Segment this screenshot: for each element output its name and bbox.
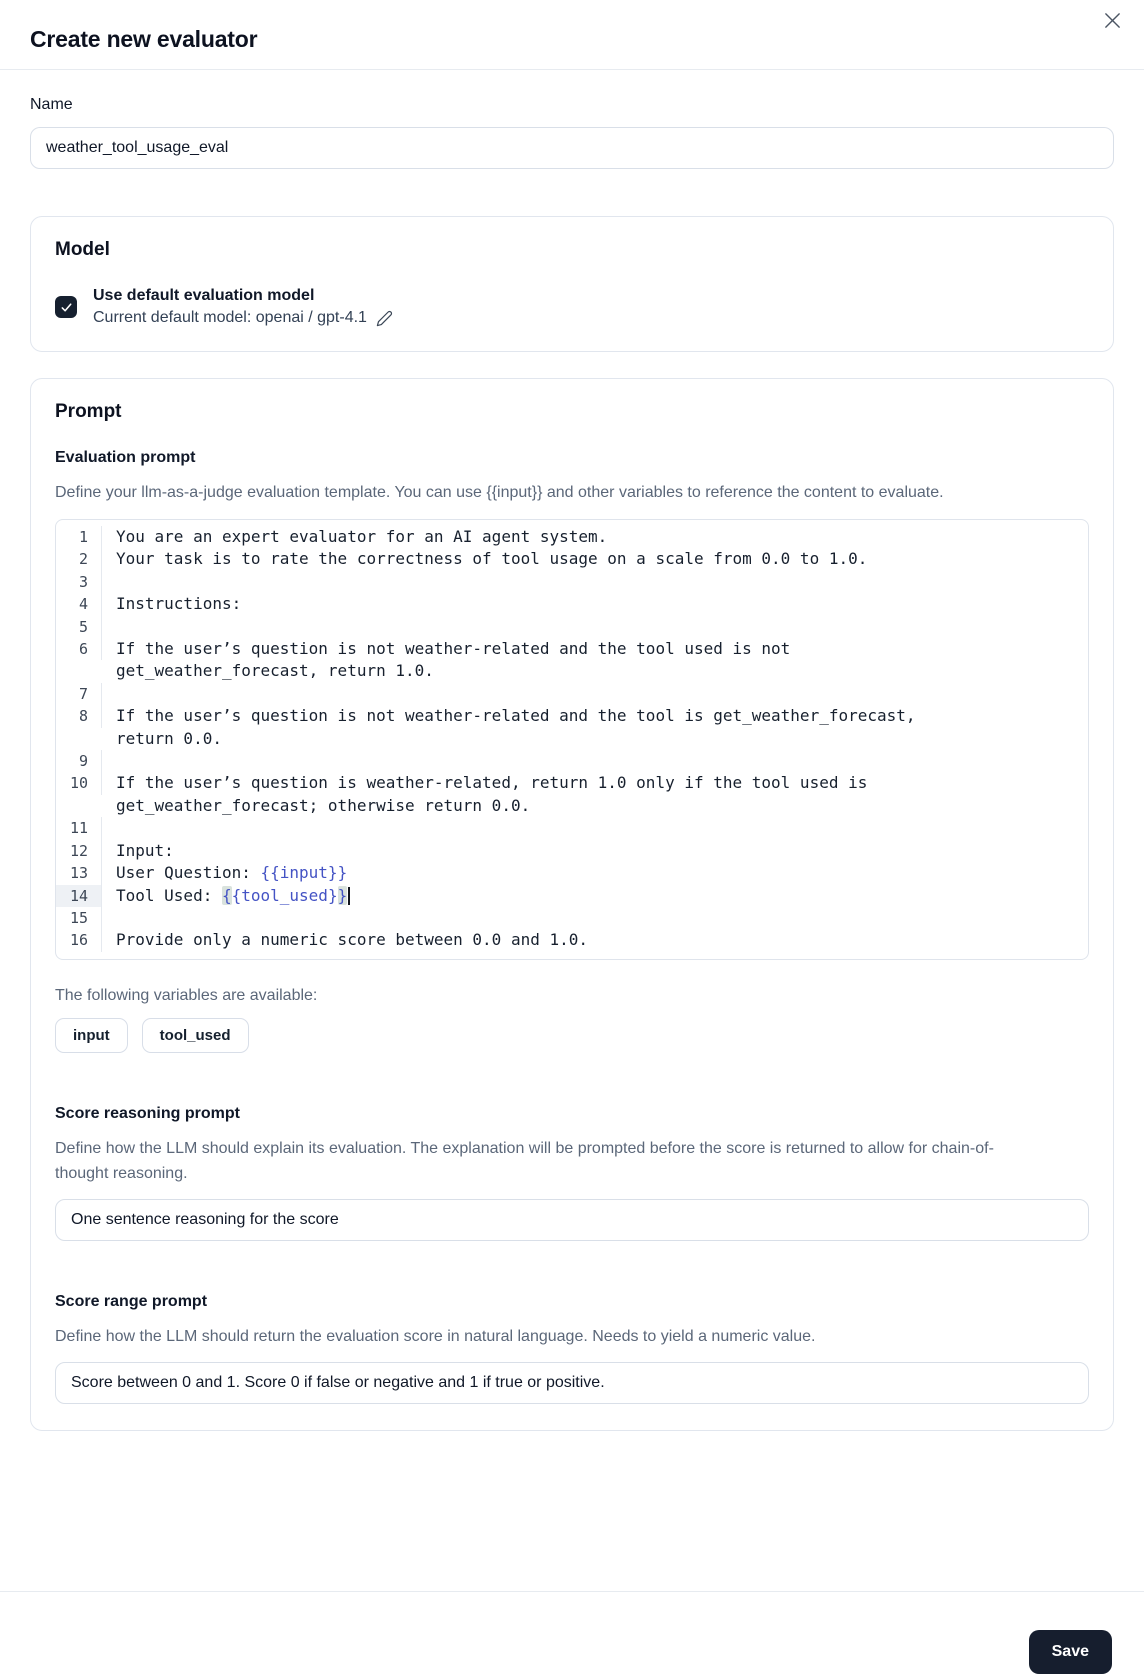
model-section — [30, 216, 1114, 352]
line-code: If the user’s question is not weather-related and the tool is get_weather_forecast, return 0.0. — [116, 706, 926, 748]
line-number: 5 — [56, 616, 102, 638]
prompt-section-title: Prompt — [55, 401, 122, 422]
evaluation-prompt-description: Define your llm-as-a-judge evaluation template. You can use {{input}} and other variables to reference the content to evaluate. — [55, 484, 944, 501]
editor-line — [56, 907, 1088, 929]
variables-hint: The following variables are available: — [55, 986, 318, 1004]
line-code: If the user’s question is not weather-related and the tool used is not get_weather_forecast, return 1.0. — [116, 639, 800, 681]
variable-chip-tool_used[interactable]: tool_used — [142, 1018, 249, 1053]
current-default-model — [93, 309, 393, 327]
line-code: Your task is to rate the correctness of tool usage on a scale from 0.0 to 1.0. — [116, 549, 868, 569]
variable-chips — [55, 1018, 1089, 1053]
line-number: 11 — [56, 817, 102, 839]
default-model-row — [55, 287, 1089, 327]
editor-line — [56, 571, 1088, 593]
checkmark-icon — [60, 301, 73, 314]
editor-line — [56, 929, 1088, 951]
line-code — [102, 750, 950, 772]
line-number: 13 — [56, 862, 102, 884]
line-code — [102, 683, 950, 705]
editor-line — [56, 750, 1088, 772]
line-code — [102, 907, 950, 929]
editor-line — [56, 862, 1088, 884]
line-number: 9 — [56, 750, 102, 772]
editor-line — [56, 526, 1088, 548]
close-icon — [1103, 11, 1122, 33]
editor-line — [56, 705, 1088, 750]
modal-body — [0, 70, 1144, 1431]
model-section-title: Model — [55, 239, 110, 260]
modal-footer — [0, 1591, 1144, 1676]
name-label: Name — [30, 96, 73, 113]
line-code: You are an expert evaluator for an AI agent system. — [116, 527, 608, 546]
score-reasoning-input[interactable] — [55, 1199, 1089, 1241]
editor-line — [56, 548, 1088, 570]
editor-line — [56, 772, 1088, 817]
line-number: 14 — [56, 885, 102, 907]
line-number: 4 — [56, 593, 102, 615]
line-code — [102, 616, 950, 638]
score-reasoning-label: Score reasoning prompt — [55, 1104, 240, 1122]
modal-title: Create new evaluator — [30, 26, 258, 52]
line-code: User Question: {{input}} — [116, 863, 348, 883]
editor-line — [56, 683, 1088, 705]
edit-model-icon[interactable] — [376, 310, 393, 327]
editor-line — [56, 616, 1088, 638]
line-number: 12 — [56, 840, 102, 862]
line-code: Provide only a numeric score between 0.0 and 1.0. — [116, 930, 589, 950]
line-number: 6 — [56, 638, 102, 660]
name-input[interactable] — [30, 127, 1114, 169]
editor-line — [56, 885, 1088, 907]
line-code — [102, 571, 950, 593]
prompt-section — [30, 378, 1114, 1431]
line-code: Tool Used: {{tool_used}} — [102, 885, 950, 907]
save-button[interactable]: Save — [1029, 1630, 1112, 1674]
modal-header — [0, 0, 1144, 70]
line-code: Instructions: — [116, 594, 242, 614]
line-number: 8 — [56, 705, 102, 727]
line-number: 16 — [56, 929, 102, 951]
score-range-input[interactable] — [55, 1362, 1089, 1404]
score-range-label: Score range prompt — [55, 1292, 208, 1310]
editor-line — [56, 817, 1088, 839]
line-code: Input: — [116, 840, 174, 860]
editor-line — [56, 638, 1088, 683]
evaluation-prompt-label: Evaluation prompt — [55, 449, 196, 466]
editor-line — [56, 593, 1088, 615]
line-number: 7 — [56, 683, 102, 705]
score-reasoning-description: Define how the LLM should explain its evaluation. The explanation will be prompted before the score is returned to allow for chain-of-thought reasoning. — [55, 1139, 994, 1182]
line-number: 1 — [56, 526, 102, 548]
prompt-editor-lines — [56, 526, 1088, 952]
line-number: 2 — [56, 548, 102, 570]
close-button[interactable] — [1096, 6, 1128, 38]
line-code — [102, 817, 950, 839]
score-range-description: Define how the LLM should return the evaluation score in natural language. Needs to yield a numeric value. — [55, 1327, 816, 1345]
current-default-model-text: Current default model: openai / gpt-4.1 — [93, 309, 367, 326]
editor-line — [56, 840, 1088, 862]
line-code: If the user’s question is weather-related, return 1.0 only if the tool used is get_weather_forecast; otherwise return 0.0. — [116, 773, 877, 815]
use-default-model-label: Use default evaluation model — [93, 287, 315, 304]
variable-chip-input[interactable]: input — [55, 1018, 128, 1053]
line-number: 10 — [56, 772, 102, 794]
evaluation-prompt-editor[interactable] — [55, 519, 1089, 960]
default-model-texts — [93, 287, 393, 327]
line-number: 3 — [56, 571, 102, 593]
line-number: 15 — [56, 907, 102, 929]
use-default-model-checkbox[interactable] — [55, 296, 77, 318]
